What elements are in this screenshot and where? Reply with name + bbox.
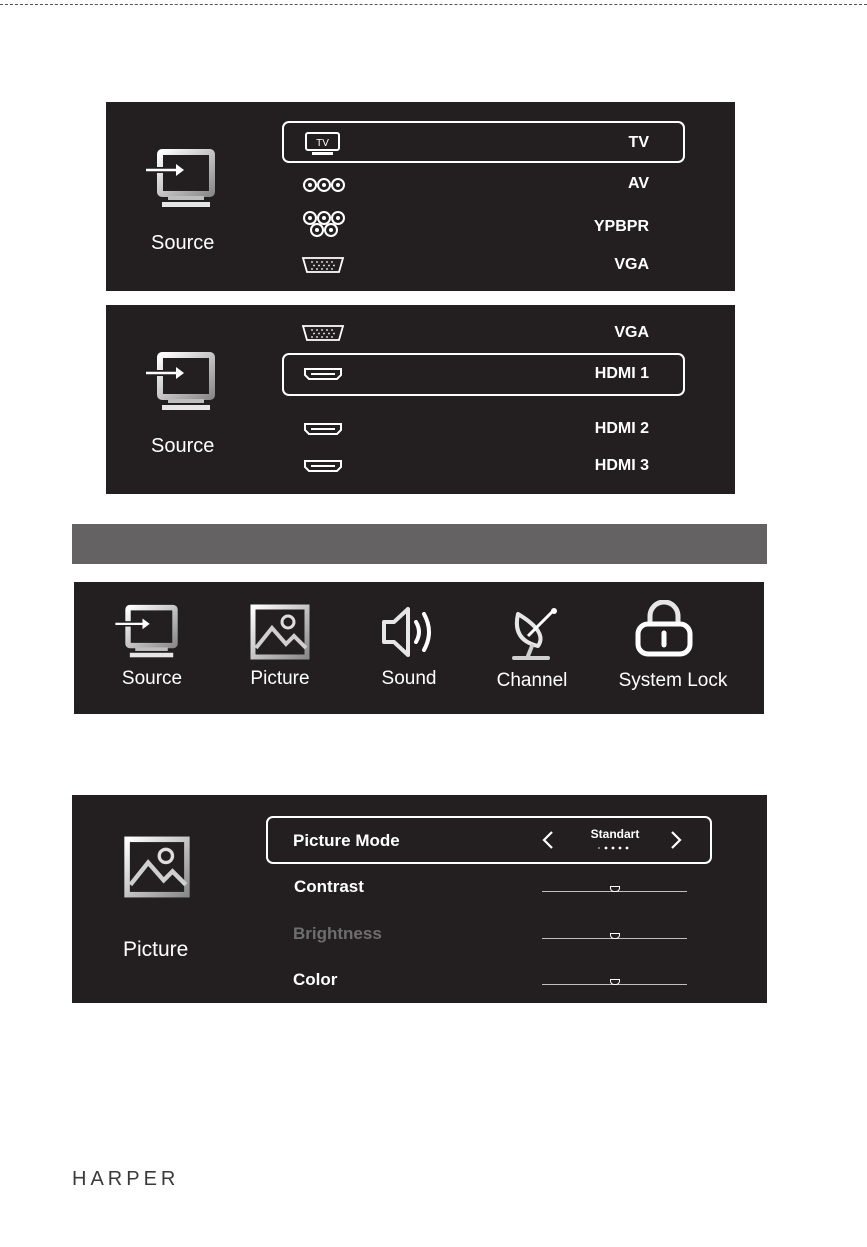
hdmi-connector-icon — [302, 422, 344, 436]
satellite-dish-icon[interactable] — [508, 606, 564, 662]
source-item-tv[interactable]: TV — [628, 134, 649, 151]
contrast-slider-knob[interactable] — [610, 886, 620, 892]
source-item-vga[interactable]: VGA — [614, 324, 649, 341]
source-item-av[interactable]: AV — [627, 175, 649, 192]
sound-icon[interactable] — [380, 604, 438, 660]
source-title: Source — [151, 232, 215, 254]
color-slider-knob[interactable] — [610, 979, 620, 985]
source-item-hdmi3[interactable]: HDMI 3 — [594, 457, 649, 474]
chevron-right-icon[interactable] — [670, 830, 682, 850]
vga-connector-icon — [300, 256, 346, 274]
color-label: Color — [293, 970, 338, 989]
menu-item-sound[interactable]: Sound — [381, 668, 437, 689]
menu-item-channel[interactable]: Channel — [496, 670, 568, 691]
section-header-bar — [72, 524, 767, 564]
chevron-left-icon[interactable] — [542, 830, 554, 850]
picture-icon[interactable] — [250, 604, 310, 660]
picture-mode-label: Picture Mode — [293, 831, 400, 850]
menu-item-picture[interactable]: Picture — [250, 668, 310, 689]
menu-item-source[interactable]: Source — [121, 668, 183, 689]
picture-icon — [123, 836, 191, 898]
source-icon — [146, 148, 216, 210]
source-icon — [146, 351, 216, 413]
lock-icon[interactable] — [634, 600, 694, 658]
picture-mode-option-dots — [596, 845, 632, 851]
svg-text:TV: TV — [316, 138, 329, 149]
picture-title: Picture — [123, 938, 189, 961]
source-title: Source — [151, 435, 215, 457]
hdmi-connector-icon — [302, 459, 344, 473]
menu-item-system-lock[interactable]: System Lock — [618, 670, 728, 691]
source-item-vga[interactable]: VGA — [614, 256, 649, 273]
picture-panel — [72, 795, 767, 1003]
source-item-hdmi2[interactable]: HDMI 2 — [594, 420, 649, 437]
source-item-ypbpr[interactable]: YPBPR — [593, 218, 649, 235]
hdmi-connector-icon — [302, 367, 344, 381]
source-item-hdmi1[interactable]: HDMI 1 — [594, 365, 649, 382]
av-connector-icon — [302, 176, 346, 194]
tv-icon — [304, 131, 342, 157]
brightness-label: Brightness — [293, 924, 382, 943]
harper-logo: HARPER — [72, 1168, 180, 1190]
brightness-slider-knob[interactable] — [610, 933, 620, 939]
source-icon[interactable] — [114, 604, 180, 660]
main-menu-panel — [74, 582, 764, 714]
source-panel-2 — [106, 305, 735, 494]
picture-mode-value: Standart — [590, 827, 640, 841]
vga-connector-icon — [300, 324, 346, 342]
cut-line — [0, 4, 867, 5]
source-panel-1 — [106, 102, 735, 291]
ypbpr-connector-icon — [302, 210, 346, 238]
contrast-label: Contrast — [294, 877, 364, 896]
